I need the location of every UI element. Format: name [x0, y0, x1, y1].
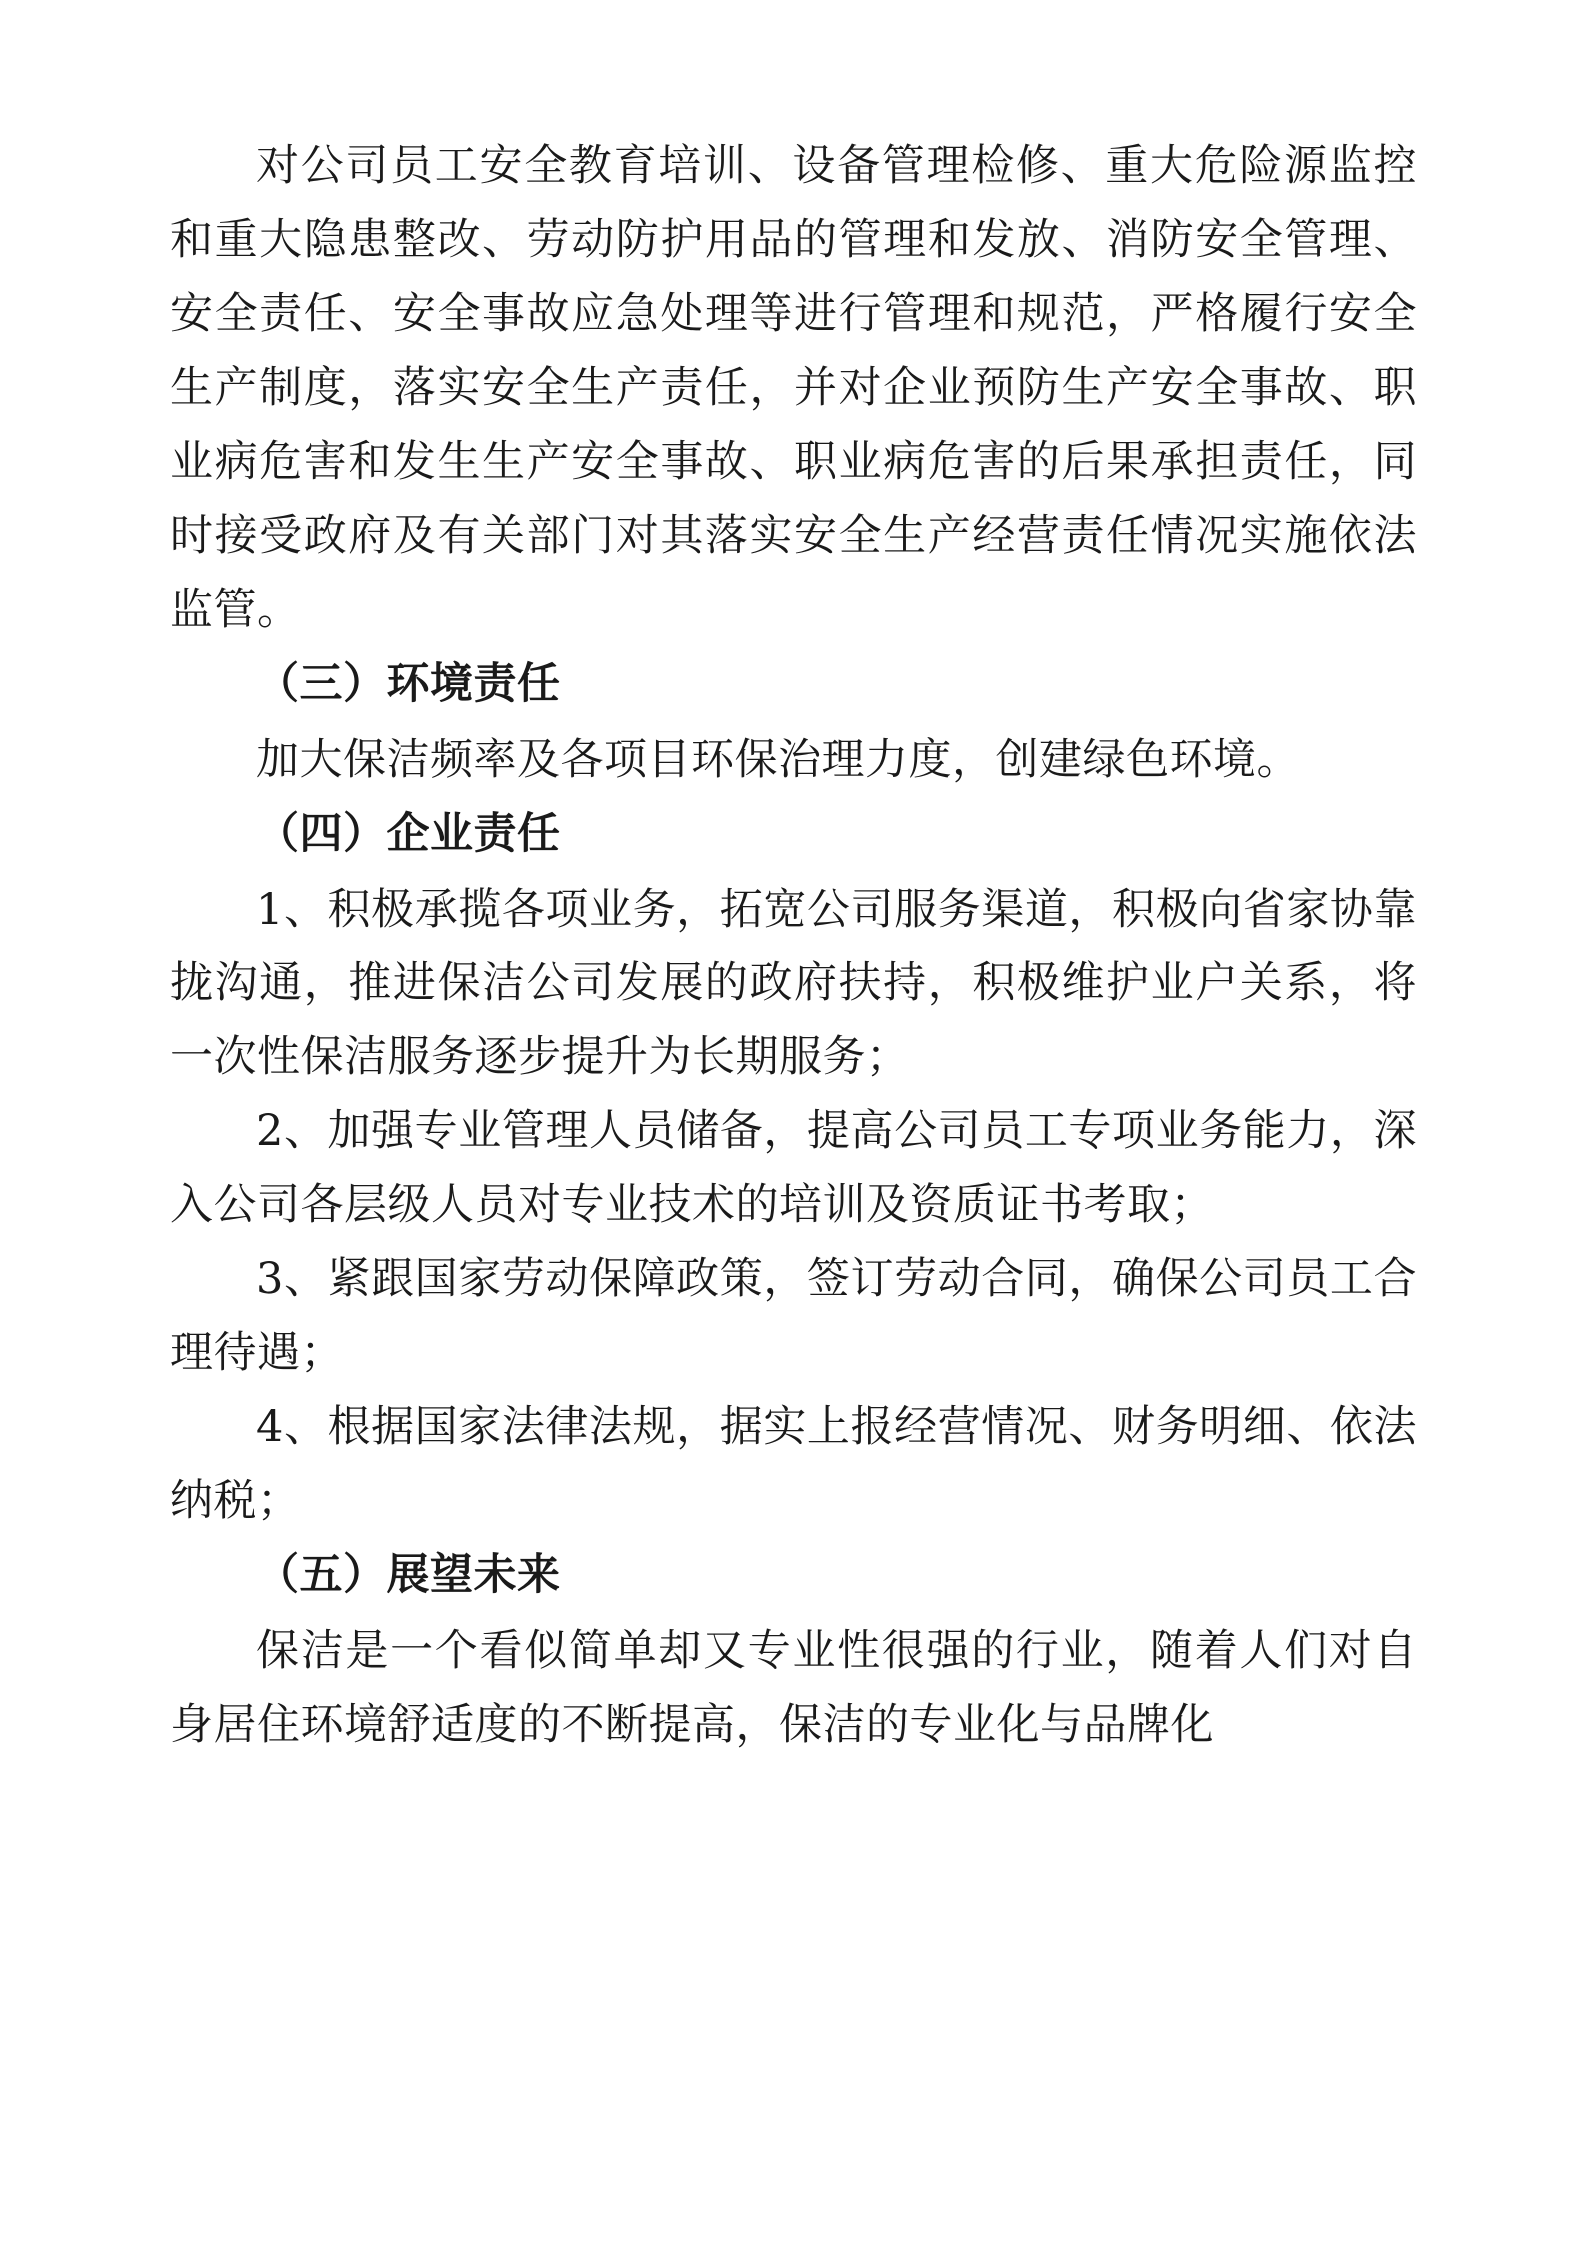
paragraph-enterprise-item-3: 3、紧跟国家劳动保障政策，签订劳动合同，确保公司员工合理待遇； [170, 1254, 1417, 1379]
heading-future-outlook: （五）展望未来 [256, 1550, 561, 1601]
heading-enterprise-responsibility: （四）企业责任 [256, 808, 561, 859]
heading-environment-responsibility: （三）环境责任 [256, 658, 561, 709]
paragraph-environment-body: 加大保洁频率及各项目环保治理力度，创建绿色环境。 [256, 734, 1300, 785]
paragraph-future-body: 保洁是一个看似简单却又专业性很强的行业，随着人们对自身居住环境舒适度的不断提高，保洁的专业化与品牌化 [170, 1626, 1417, 1751]
paragraph-enterprise-item-4: 4、根据国家法律法规，据实上报经营情况、财务明细、依法纳税； [170, 1402, 1417, 1527]
document-body [170, 130, 1417, 1763]
paragraph-enterprise-item-1: 1、积极承揽各项业务，拓宽公司服务渠道，积极向省家协靠拢沟通，推进保洁公司发展的政府扶持，积极维护业户关系，将一次性保洁服务逐步提升为长期服务； [170, 884, 1417, 1083]
paragraph-safety-responsibility-continued: 对公司员工安全教育培训、设备管理检修、重大危险源监控和重大隐患整改、劳动防护用品的管理和发放、消防安全管理、安全责任、安全事故应急处理等进行管理和规范，严格履行安全生产制度，落实安全生产责任，并对企业预防生产安全事故、职业病危害和发生生产安全事故、职业病危害的后果承担责任，同时接受政府及有关部门对其落实安全生产经营责任情况实施依法监管。 [170, 141, 1417, 635]
paragraph-enterprise-item-2: 2、加强专业管理人员储备，提高公司员工专项业务能力，深入公司各层级人员对专业技术的培训及资质证书考取； [170, 1106, 1417, 1231]
